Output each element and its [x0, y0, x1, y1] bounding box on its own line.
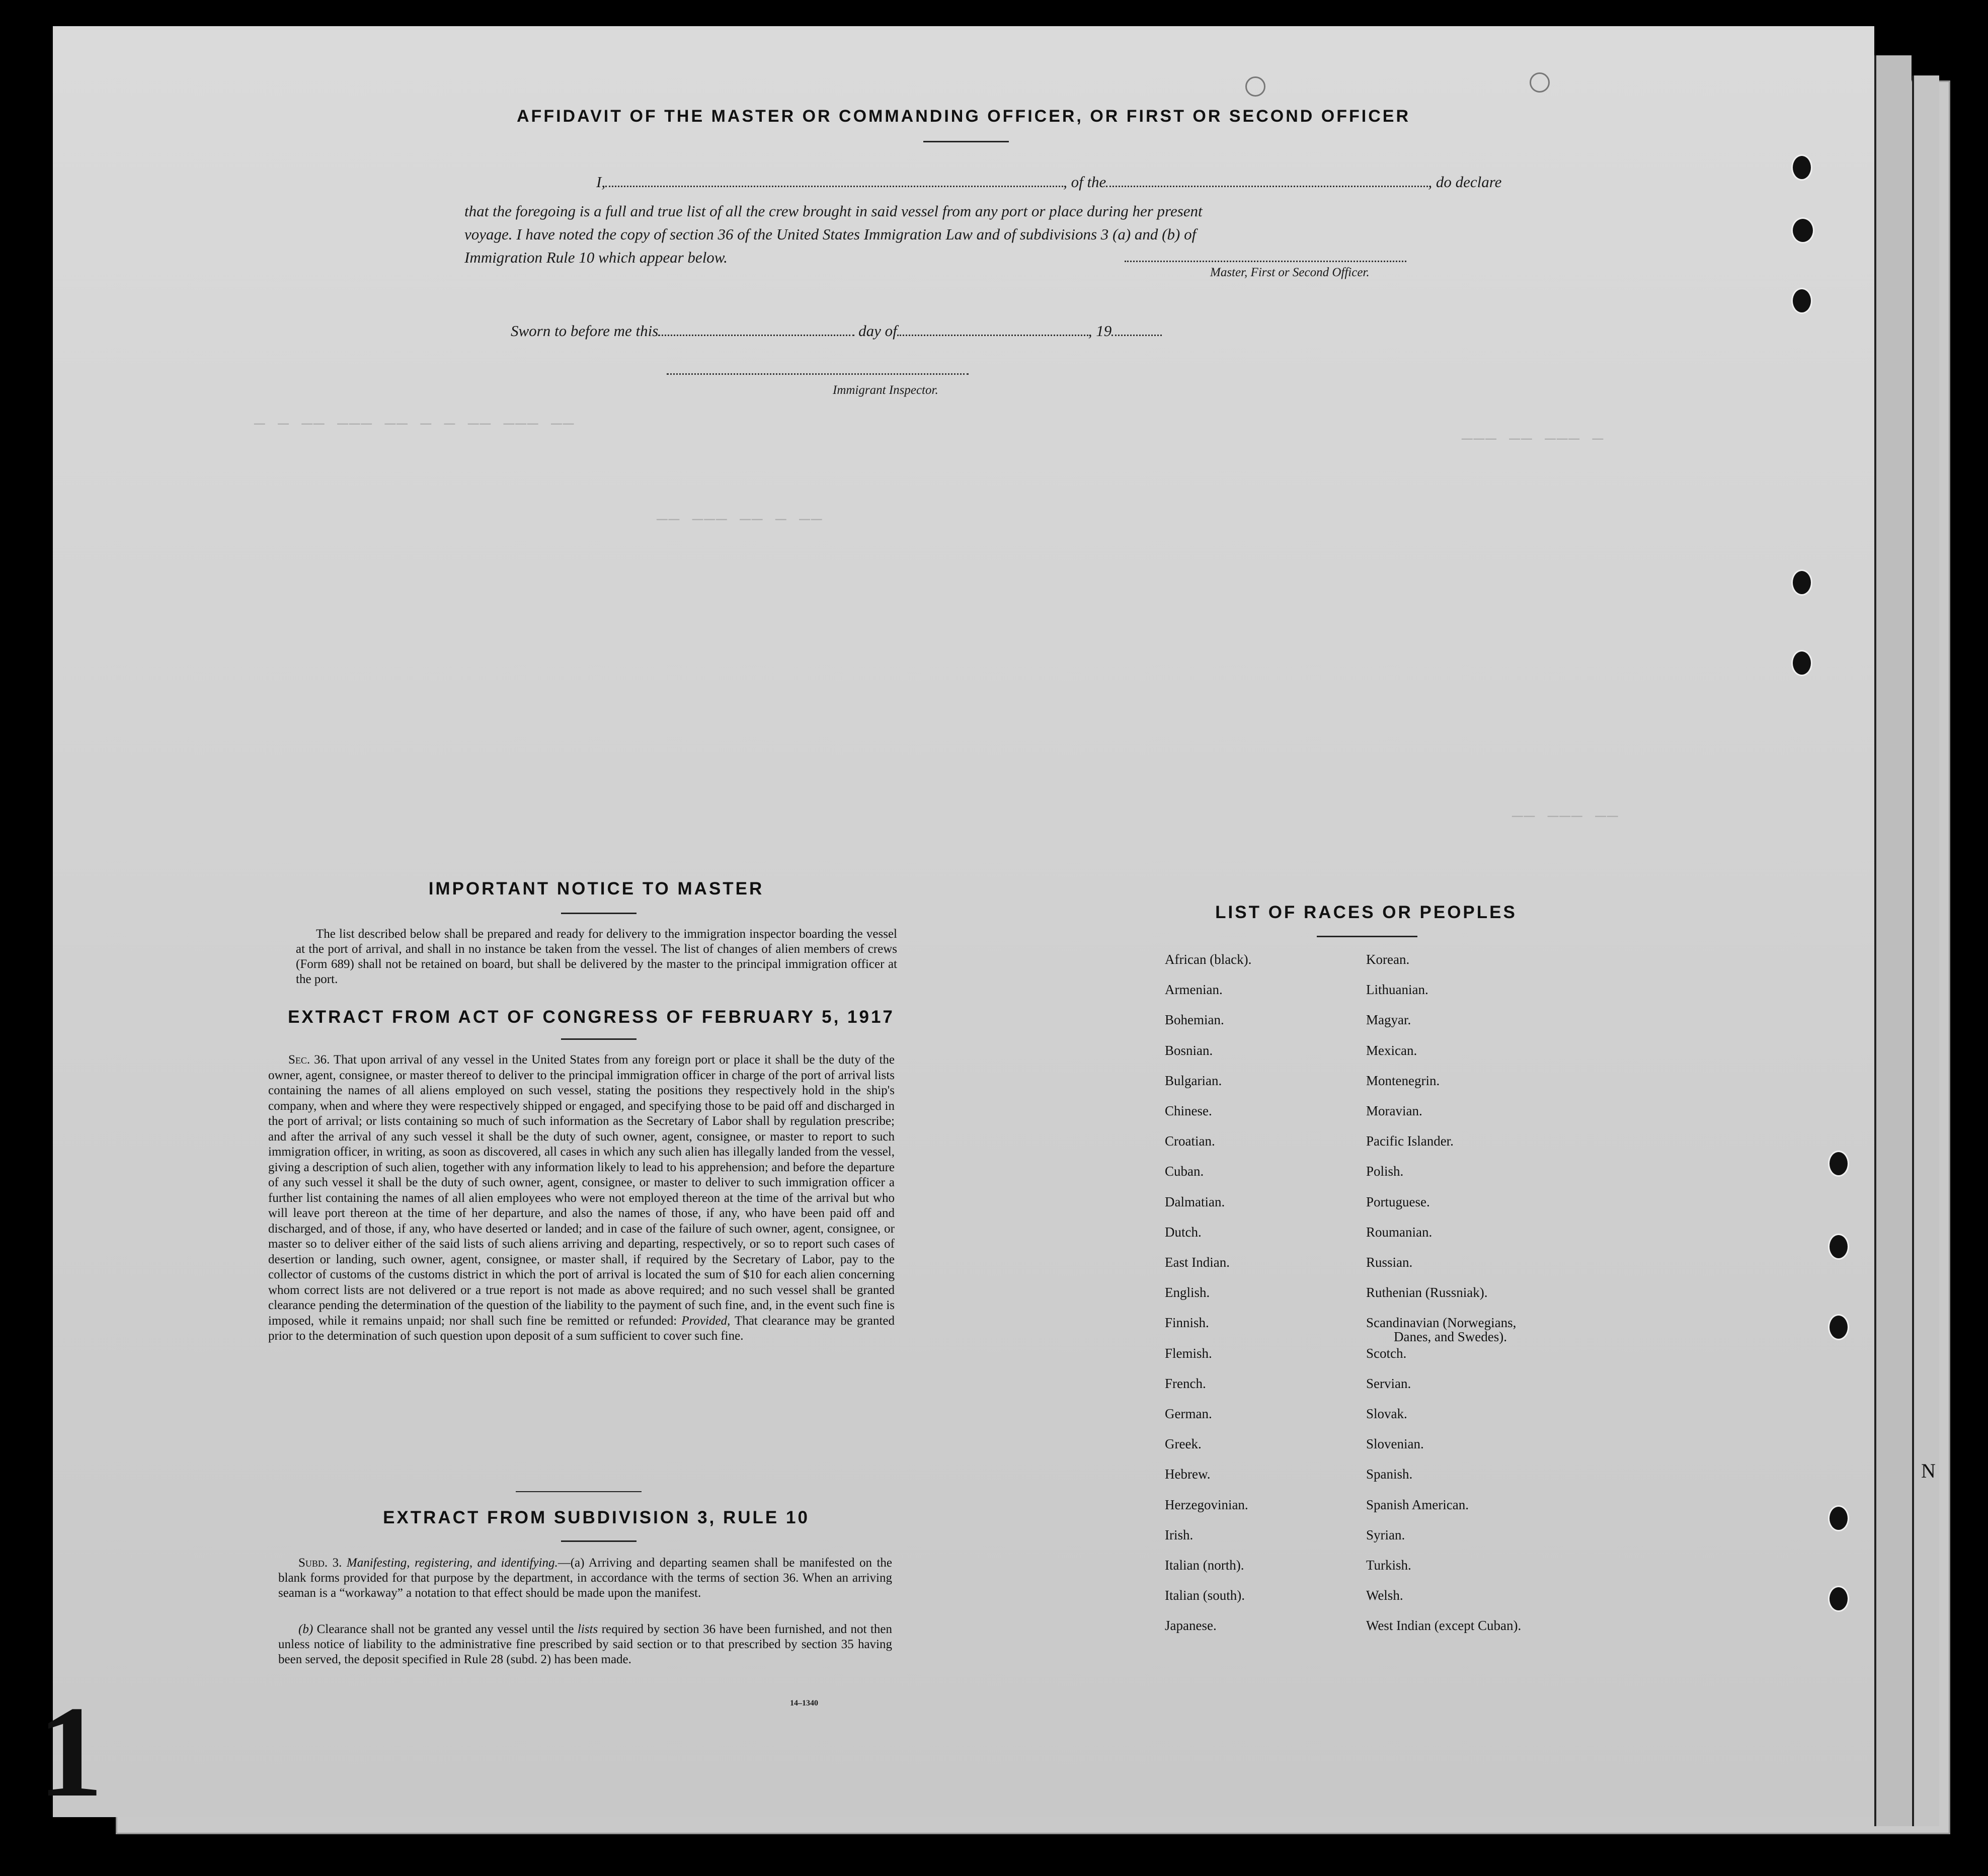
sworn-prefix: Sworn to before me this: [511, 322, 659, 340]
race-entry: Herzegovinian.: [1165, 1497, 1248, 1512]
race-entry: Russian.: [1366, 1255, 1413, 1270]
sworn-day-of: day of: [858, 322, 897, 340]
binding-hole: [1791, 154, 1812, 181]
race-entry: Montenegrin.: [1366, 1073, 1440, 1088]
binding-hole: [1828, 1505, 1849, 1531]
race-entry-continuation: Danes, and Swedes).: [1394, 1329, 1507, 1345]
vessel-blank[interactable]: [1106, 186, 1428, 187]
race-entry: Spanish.: [1366, 1466, 1413, 1482]
race-entry: Moravian.: [1366, 1103, 1422, 1118]
subdivision-a: [278, 1556, 892, 1601]
sworn-year: , 19: [1088, 322, 1112, 340]
races-title: LIST OF RACES OR PEOPLES: [1215, 903, 1517, 922]
race-entry: Slovak.: [1366, 1406, 1407, 1421]
race-entry: Pacific Islander.: [1366, 1133, 1454, 1149]
subdivision-b-text-1: Clearance shall not be granted any vessel until the: [316, 1622, 574, 1636]
race-entry: Hebrew.: [1165, 1466, 1211, 1482]
stacked-sheet-edge: [1874, 55, 1912, 1826]
race-entry: Scandinavian (Norwegians,: [1366, 1315, 1517, 1331]
act-title: EXTRACT FROM ACT OF CONGRESS OF FEBRUARY 5, 1917: [288, 1007, 895, 1027]
binding-hole: [1828, 1586, 1849, 1612]
binding-hole: [1791, 288, 1812, 314]
race-entry: Slovenian.: [1366, 1436, 1424, 1452]
subdivision-a-heading: Manifesting, registering, and identifying.: [346, 1556, 558, 1570]
bleed-through-text: ——— —— ——— —: [1462, 429, 1605, 449]
race-entry: Polish.: [1366, 1164, 1404, 1179]
race-entry: Greek.: [1165, 1436, 1202, 1452]
race-entry: Portuguese.: [1366, 1194, 1430, 1209]
binding-hole: [1791, 217, 1814, 243]
right-margin-letter: N: [1921, 1459, 1936, 1482]
stacked-sheet-edge: [1912, 75, 1939, 1826]
act-proviso-text: That clearance may be granted prior to the determination of such question upon deposit of a sum sufficient to cover such fine.: [268, 1314, 895, 1343]
race-entry: Ruthenian (Russniak).: [1366, 1285, 1488, 1300]
race-entry: Bulgarian.: [1165, 1073, 1222, 1088]
race-entry: Dutch.: [1165, 1224, 1202, 1240]
race-entry: Italian (north).: [1165, 1558, 1244, 1573]
race-entry: African (black).: [1165, 952, 1252, 967]
subdivision-b-label: (b): [298, 1622, 313, 1636]
race-entry: Finnish.: [1165, 1315, 1209, 1331]
declaration-line-4: Immigration Rule 10 which appear below.: [464, 249, 728, 266]
notice-title: IMPORTANT NOTICE TO MASTER: [428, 879, 764, 899]
race-entry: Japanese.: [1165, 1618, 1217, 1634]
subdivision-rule: [561, 1540, 637, 1542]
act-proviso-word: Provided,: [681, 1314, 731, 1328]
notice-rule: [561, 913, 637, 914]
declaration-line-1: [596, 173, 1501, 191]
bleed-through-text: —— ——— —— — ——: [657, 509, 823, 530]
inspector-signature-blank[interactable]: [667, 373, 969, 375]
declare-i: I,: [596, 173, 606, 191]
master-signature-caption: Master, First or Second Officer.: [1210, 266, 1370, 279]
act-text: [268, 1052, 895, 1344]
race-entry: Syrian.: [1366, 1527, 1405, 1542]
subdivision-title: EXTRACT FROM SUBDIVISION 3, RULE 10: [383, 1508, 810, 1527]
rivet-mark: [1530, 72, 1550, 93]
rivet-mark: [1245, 76, 1265, 97]
race-entry: Dalmatian.: [1165, 1194, 1225, 1209]
binding-hole: [1791, 650, 1812, 676]
race-entry: Irish.: [1165, 1527, 1194, 1542]
bleed-through-text: — — —— ——— —— — — —— ——— ——: [254, 414, 575, 434]
sworn-day-blank[interactable]: [658, 335, 854, 336]
race-entry: Scotch.: [1366, 1345, 1407, 1361]
act-section-text: That upon arrival of any vessel in the United States from any foreign port or place it shall be the duty of the owner, agent, consignee, or master thereof to deliver to the principal immigration officer in charge of the port of arrival lists containing the names of all aliens employed on such vessel, stating the positions they respectively hold in the ship's company, when and where they were respectively shipped or engaged, and specifying those to be paid off and discharged in the port of arrival; or lists containing so much of such information as the Secretary of Labor shall by regulation prescribe; and after the arrival of any such vessel it shall be the duty of such owner, agent, consignee, or master to report to such immigration officer, in writing, as soon as discovered, all cases in which any such alien has illegally landed from the vessel, giving a description of such alien, together with any information likely to lead to his apprehension; and before the departure of any such vessel it shall be the duty of such owner, agent, consignee, or master to deliver to such immigration officer a further list containing the names of all alien employees who were not employed thereon at the time of the arrival but who will leave port thereon at the time of her departure, and also the names of those, if any, who have been paid off and discharged, and of those, if any, who have deserted or landed; and in case of the failure of such owner, agent, consignee, or master so to deliver either of the said lists of such aliens arriving and departing, respectively, or so to report such cases of desertion or landing, such owner, agent, consignee, or master shall, if required by the Secretary of Labor, pay to the collector of customs of the customs district in which the port of arrival is located the sum of $10 for each alien concerning whom correct lists are not delivered or a true report is not made as above required; and no such vessel shall be granted clearance pending the determination of the question of the liability to the payment of such fine, and, in the event such fine is imposed, while it remains unpaid; nor shall such fine be remitted or refunded:: [268, 1053, 895, 1328]
subdivision-top-rule: [516, 1491, 642, 1492]
declaration-line-3: voyage. I have noted the copy of section 36 of the United States Immigration Law and of subdivisions 3 (a) and (b) of: [464, 225, 1197, 243]
race-entry: English.: [1165, 1285, 1210, 1300]
race-entry: Italian (south).: [1165, 1588, 1245, 1603]
bleed-through-text: —— ——— ——: [1512, 806, 1619, 827]
sworn-year-blank[interactable]: [1111, 335, 1162, 336]
sworn-month-blank[interactable]: [897, 335, 1088, 336]
inspector-caption: Immigrant Inspector.: [833, 383, 938, 397]
race-entry: Servian.: [1366, 1375, 1411, 1391]
race-entry: Roumanian.: [1366, 1224, 1433, 1240]
declaration-line-2: that the foregoing is a full and true list of all the crew brought in said vessel from any port or place during her present: [464, 202, 1203, 220]
race-entry: Cuban.: [1165, 1164, 1204, 1179]
race-entry: Turkish.: [1366, 1558, 1411, 1573]
document-page: [38, 26, 1874, 1824]
race-entry: Armenian.: [1165, 982, 1223, 998]
form-number: 14–1340: [790, 1699, 818, 1707]
sworn-line: [511, 322, 1162, 340]
race-entry: Bosnian.: [1165, 1042, 1213, 1058]
race-entry: East Indian.: [1165, 1255, 1230, 1270]
declare-of-the: , of the: [1063, 173, 1106, 191]
page-stamp-number: 1: [38, 1679, 103, 1824]
binding-hole: [1828, 1234, 1849, 1260]
subdivision-b: [278, 1622, 892, 1667]
race-entry: Spanish American.: [1366, 1497, 1469, 1512]
races-table: [1165, 952, 1769, 1676]
race-entry: Bohemian.: [1165, 1012, 1224, 1028]
race-entry: Flemish.: [1165, 1345, 1212, 1361]
race-entry: Croatian.: [1165, 1133, 1215, 1149]
race-entry: German.: [1165, 1406, 1212, 1421]
race-entry: West Indian (except Cuban).: [1366, 1618, 1522, 1634]
binding-hole: [1828, 1151, 1849, 1177]
name-blank[interactable]: [605, 186, 1063, 187]
race-entry: Lithuanian.: [1366, 982, 1428, 998]
race-entry: Mexican.: [1366, 1042, 1417, 1058]
declaration-text: [464, 200, 1398, 269]
subdivision-b-lists: lists: [577, 1622, 598, 1636]
race-entry: Chinese.: [1165, 1103, 1212, 1118]
race-entry: Welsh.: [1366, 1588, 1403, 1603]
subdivision-a-text: —(a) Arriving and departing seamen shall be manifested on the blank forms provided for that purpose by the department, in accordance with the terms of section 36. When an arriving seaman is a “workaway” a notation to that effect should be made upon the manifest.: [278, 1556, 892, 1600]
races-rule: [1317, 936, 1417, 937]
declare-do: , do declare: [1428, 173, 1502, 191]
subdivision-b-text-2: required by section 36 have been furnished, and not then unless notice of liability to the administrative fine prescribed by said section or to that prescribed by section 35 having been served, the deposit specified in Rule 28 (subd. 2) has been made.: [278, 1622, 892, 1666]
race-entry: Magyar.: [1366, 1012, 1411, 1028]
binding-hole: [1791, 569, 1812, 596]
subdivision-a-label: Subd. 3.: [298, 1556, 342, 1570]
act-section-label: Sec. 36.: [288, 1053, 330, 1067]
race-entry: Korean.: [1366, 952, 1410, 967]
notice-text: The list described below shall be prepared and ready for delivery to the immigration inspector boarding the vessel at the port of arrival, and shall in no instance be taken from the vessel. The list of changes of alien members of crews (Form 689) shall not be retained on board, but shall be delivered by the master to the principal immigration officer at the port.: [296, 927, 897, 986]
act-rule: [561, 1038, 637, 1040]
race-entry: French.: [1165, 1375, 1206, 1391]
title-rule: [923, 141, 1009, 142]
binding-hole: [1828, 1314, 1849, 1340]
affidavit-title: AFFIDAVIT OF THE MASTER OR COMMANDING OFFICER, OR FIRST OR SECOND OFFICER: [517, 107, 1410, 126]
master-signature-blank[interactable]: [1125, 261, 1406, 262]
